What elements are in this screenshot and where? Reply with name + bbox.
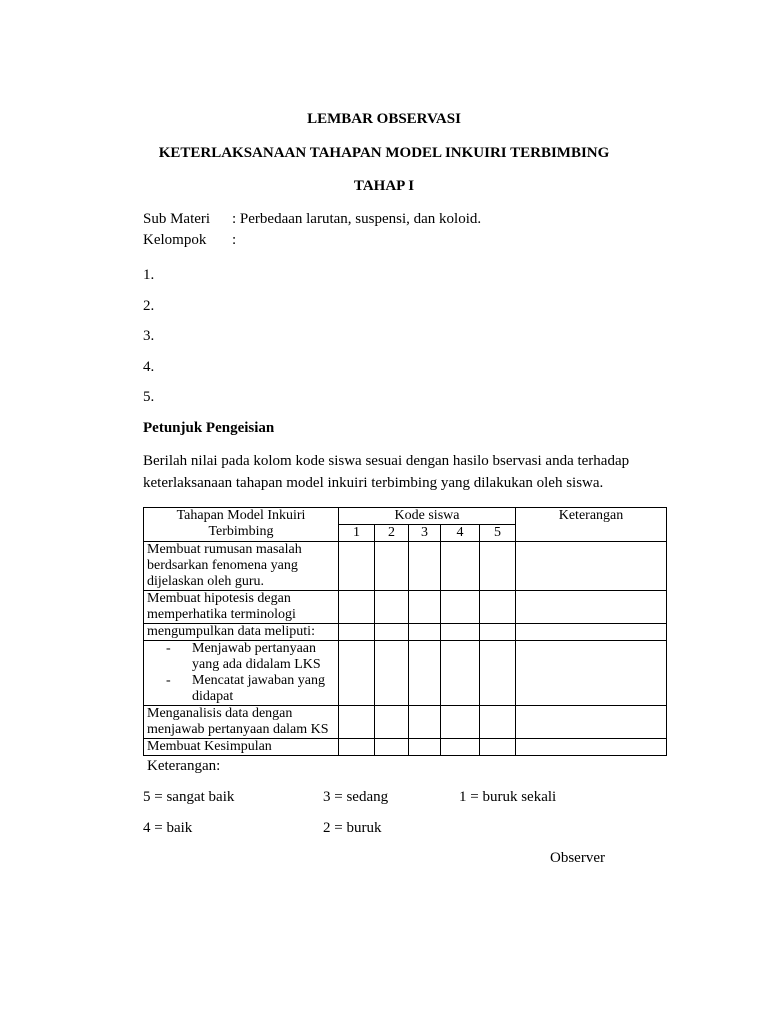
list-item: - Menjawab pertanyaan yang ada didalam LKS (166, 641, 321, 672)
score-cell[interactable] (480, 591, 516, 624)
score-cell[interactable] (339, 641, 375, 706)
member-item: 5. (143, 389, 155, 405)
score-cell[interactable] (409, 542, 441, 591)
note-cell[interactable] (516, 706, 667, 739)
document-title: LEMBAR OBSERVASI (307, 111, 461, 127)
instructions-line: Berilah nilai pada kolom kode siswa sesuai dengan hasilo bservasi anda terhadap (143, 453, 630, 469)
score-cell[interactable] (339, 739, 375, 756)
instructions-heading: Petunjuk Pengeisian (143, 420, 275, 436)
legend-item: 1 = buruk sekali (459, 789, 557, 805)
score-cell[interactable] (375, 641, 409, 706)
sub-step-list (147, 641, 335, 705)
member-item: 3. (143, 328, 155, 344)
score-cell[interactable] (480, 624, 516, 641)
score-cell[interactable] (339, 624, 375, 641)
score-cell[interactable] (480, 706, 516, 739)
list-item: - Mencatat jawaban yang didapat (166, 673, 325, 704)
score-cell[interactable] (375, 624, 409, 641)
sub-materi-value: : Perbedaan larutan, suspensi, dan koloid. (232, 211, 482, 227)
header-stage: Tahapan Model Inkuiri Terbimbing (144, 508, 339, 542)
table-row (144, 739, 667, 756)
kelompok-label: Kelompok (143, 232, 207, 248)
sub-materi-label: Sub Materi (143, 211, 211, 227)
score-cell[interactable] (409, 706, 441, 739)
note-cell[interactable] (516, 542, 667, 591)
table-row (144, 624, 667, 641)
table-row (144, 591, 667, 624)
score-cell[interactable] (375, 542, 409, 591)
score-cell[interactable] (480, 739, 516, 756)
kelompok-value: : (232, 232, 237, 248)
score-cell[interactable] (441, 591, 480, 624)
legend-heading: Keterangan: (147, 758, 221, 774)
score-cell[interactable] (480, 641, 516, 706)
stage-title: TAHAP I (353, 178, 415, 194)
observation-table (143, 507, 667, 756)
legend-item: 5 = sangat baik (143, 789, 235, 805)
member-item: 1. (143, 267, 155, 283)
legend-item: 4 = baik (143, 820, 193, 836)
score-cell[interactable] (409, 641, 441, 706)
score-cell[interactable] (375, 591, 409, 624)
note-cell[interactable] (516, 591, 667, 624)
score-cell[interactable] (409, 624, 441, 641)
header-code-number: 5 (480, 525, 516, 542)
stage-cell: Membuat Kesimpulan (144, 739, 339, 756)
stage-cell: Membuat rumusan masalah berdsarkan fenomena yang dijelaskan oleh guru. (144, 542, 339, 591)
score-cell[interactable] (339, 591, 375, 624)
score-cell[interactable] (339, 542, 375, 591)
legend-item: 3 = sedang (323, 789, 389, 805)
table-row (144, 706, 667, 739)
score-cell[interactable] (480, 542, 516, 591)
header-code-number: 1 (339, 525, 375, 542)
stage-cell: mengumpulkan data meliputi: (144, 624, 339, 641)
header-code-number: 2 (375, 525, 409, 542)
stage-cell: Menganalisis data dengan menjawab pertanyaan dalam KS (144, 706, 339, 739)
table-row (144, 641, 667, 706)
score-cell[interactable] (375, 706, 409, 739)
note-cell[interactable] (516, 624, 667, 641)
score-cell[interactable] (441, 739, 480, 756)
header-note: Keterangan (516, 508, 667, 542)
stage-cell: Membuat hipotesis degan memperhatika terminologi (144, 591, 339, 624)
stage-cell (144, 641, 339, 706)
note-cell[interactable] (516, 641, 667, 706)
member-item: 4. (143, 359, 155, 375)
table-row (144, 542, 667, 591)
header-code-number: 4 (441, 525, 480, 542)
score-cell[interactable] (441, 641, 480, 706)
header-code: Kode siswa (339, 508, 516, 525)
legend-item: 2 = buruk (323, 820, 382, 836)
member-item: 2. (143, 298, 155, 314)
score-cell[interactable] (441, 706, 480, 739)
observer-label: Observer (550, 850, 605, 866)
instructions-line: keterlaksanaan tahapan model inkuiri terbimbing yang dilakukan oleh siswa. (143, 475, 604, 491)
header-code-number: 3 (409, 525, 441, 542)
score-cell[interactable] (409, 739, 441, 756)
score-cell[interactable] (339, 706, 375, 739)
score-cell[interactable] (441, 624, 480, 641)
note-cell[interactable] (516, 739, 667, 756)
document-subtitle: KETERLAKSANAAN TAHAPAN MODEL INKUIRI TERBIMBING (158, 145, 610, 161)
score-cell[interactable] (441, 542, 480, 591)
score-cell[interactable] (409, 591, 441, 624)
score-cell[interactable] (375, 739, 409, 756)
